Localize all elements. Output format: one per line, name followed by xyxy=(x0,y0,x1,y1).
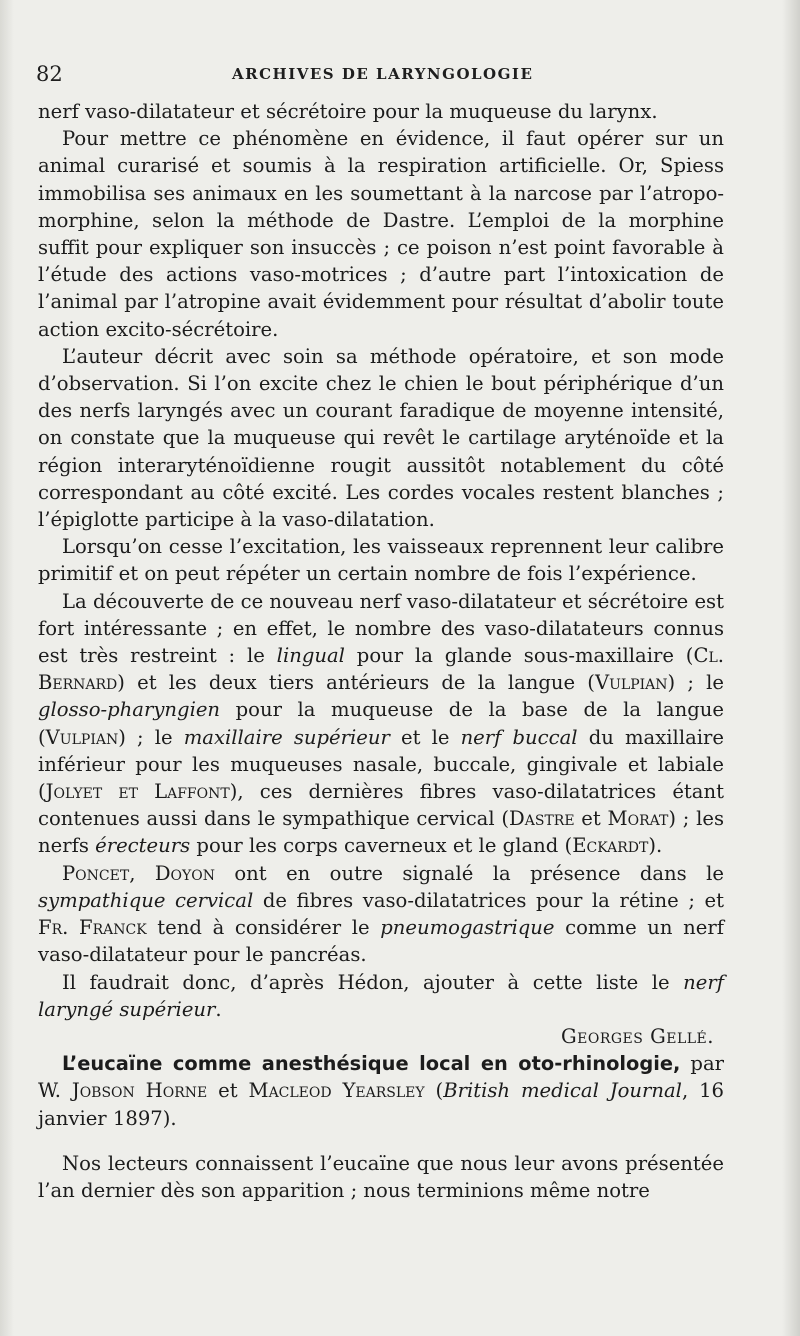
author-name: Macleod Yearsley xyxy=(248,1079,425,1103)
italic-term: érecteurs xyxy=(95,834,191,858)
text-run: ) ; le xyxy=(118,725,184,749)
review-heading xyxy=(38,1050,724,1132)
paragraph-discovery xyxy=(38,588,724,860)
author-name: Fr. Franck xyxy=(38,916,147,940)
text-run: par W. xyxy=(38,1052,724,1103)
signature: Georges Gellé. xyxy=(560,1024,714,1048)
author-name: Morat xyxy=(607,807,669,831)
text-run: et xyxy=(574,807,608,831)
author-name: Cl. Bernard xyxy=(38,644,724,695)
text-run: . xyxy=(215,997,222,1021)
paragraph-method: Pour mettre ce phénomène en évidence, il faut opérer sur un animal curarisé et soumis à la respiration artificielle. Or, Spiess immobilisa ses animaux en les soumettant à la narcose par l’atropo-morphine, selon la méthode de Dastre. L’emploi de la morphine suffit pour expliquer son insuccès ; ce poison n’est point favorable à l’étude des actions vaso-motrices ; d’autre part l’intoxication de l’animal par l’atropine avait évidemment pour résultat d’abolir toute action excito-sécrétoire. xyxy=(38,127,724,341)
italic-term: sympathique cervical xyxy=(38,888,254,912)
text-run: tend à considérer le xyxy=(146,916,381,940)
paragraph-excitation: Lorsqu’on cesse l’excitation, les vaisseaux reprennent leur calibre primitif et on peut répéter un certain nombre de fois l’expérience. xyxy=(38,535,724,586)
text-run: , 16 janvier 1897). xyxy=(38,1079,725,1130)
text-run: Il faudrait donc, d’après Hédon, ajouter à cette liste le xyxy=(62,970,684,994)
spacer xyxy=(38,1132,724,1150)
italic-term: nerf laryngé supérieur xyxy=(38,970,724,1021)
journal-citation: British medical Journal xyxy=(443,1079,682,1103)
paragraph-observation: L’auteur décrit avec soin sa méthode opératoire, et son mode d’observation. Si l’on excite chez le chien le bout périphérique d’un des nerfs laryngés avec un courant faradique de moyenne intensité, on constate que la muqueuse qui revêt le cartilage aryténoïde et la région interaryténoïdienne rougit aussitôt notablement du côté correspondant au côté excité. Les cordes vocales restent blanches ; l’épiglotte participe à la vaso-dilatation. xyxy=(38,344,724,532)
author-name: Poncet xyxy=(62,861,130,885)
text-run: et xyxy=(207,1079,249,1103)
author-name: Dastre xyxy=(509,807,575,831)
text-run: ) et les deux tiers antérieurs de la langue ( xyxy=(117,671,595,695)
text-body xyxy=(38,98,724,1204)
journal-title: ARCHIVES DE LARYNGOLOGIE xyxy=(232,65,534,83)
paragraph-continuation: nerf vaso-dilatateur et sécrétoire pour la muqueuse du larynx. xyxy=(38,100,658,123)
paragraph-conclusion xyxy=(38,969,724,1023)
text-run: ). xyxy=(648,834,663,858)
text-run: , xyxy=(129,861,155,885)
paragraph-others xyxy=(38,860,724,969)
text-run: ( xyxy=(424,1079,444,1103)
author-name: Vulpian xyxy=(45,725,119,749)
text-run: pour la muqueuse de la base de la langue ( xyxy=(38,698,724,749)
author-name: Jolyet et Laffont xyxy=(45,780,230,804)
text-run: pour les corps caverneux et le gland ( xyxy=(190,834,573,858)
paragraph-review-body: Nos lecteurs connaissent l’eucaïne que nous leur avons présentée l’an dernier dès son apparition ; nous terminions même notre xyxy=(38,1151,724,1202)
running-head xyxy=(36,62,726,90)
text-run: ), ces dernières fibres vaso-dilatatrices étant contenues aussi dans le sympathique cervical ( xyxy=(38,780,724,831)
italic-term: maxillaire supérieur xyxy=(183,725,390,749)
italic-term: pneumogastrique xyxy=(380,916,555,940)
author-name: Doyon xyxy=(154,861,215,885)
text-run: de fibres vaso-dilatatrices pour la rétine ; et xyxy=(253,888,725,912)
text-run: ) ; le xyxy=(667,671,724,695)
author-name: Jobson Horne xyxy=(71,1079,208,1103)
author-name: Eckardt xyxy=(572,834,649,858)
text-run: ) ; les nerfs xyxy=(38,807,724,858)
italic-term: glosso-pharyngien xyxy=(38,698,221,722)
text-run: ont en outre signalé la présence dans le xyxy=(214,861,724,885)
text-run: pour la glande sous-maxillaire ( xyxy=(344,644,694,668)
italic-term: lingual xyxy=(276,644,345,668)
scan-edge-right xyxy=(782,0,800,1336)
scan-edge-left xyxy=(0,0,14,1336)
italic-term: nerf buccal xyxy=(460,725,578,749)
author-name: Vulpian xyxy=(594,671,668,695)
text-run: et le xyxy=(389,725,461,749)
text-run: du maxillaire inférieur pour les muqueuses nasale, buccale, gingivale et labiale ( xyxy=(38,725,724,804)
review-title: L’eucaïne comme anesthésique local en oto-rhinologie, xyxy=(62,1052,681,1076)
page-number: 82 xyxy=(36,62,63,86)
text-run: comme un nerf vaso-dilatateur pour le pancréas. xyxy=(38,916,724,967)
text-run: La découverte de ce nouveau nerf vaso-dilatateur et sécrétoire est fort intéressante ; en effet, le nombre des vaso-dilatateurs connus est très restreint : le xyxy=(38,589,724,668)
